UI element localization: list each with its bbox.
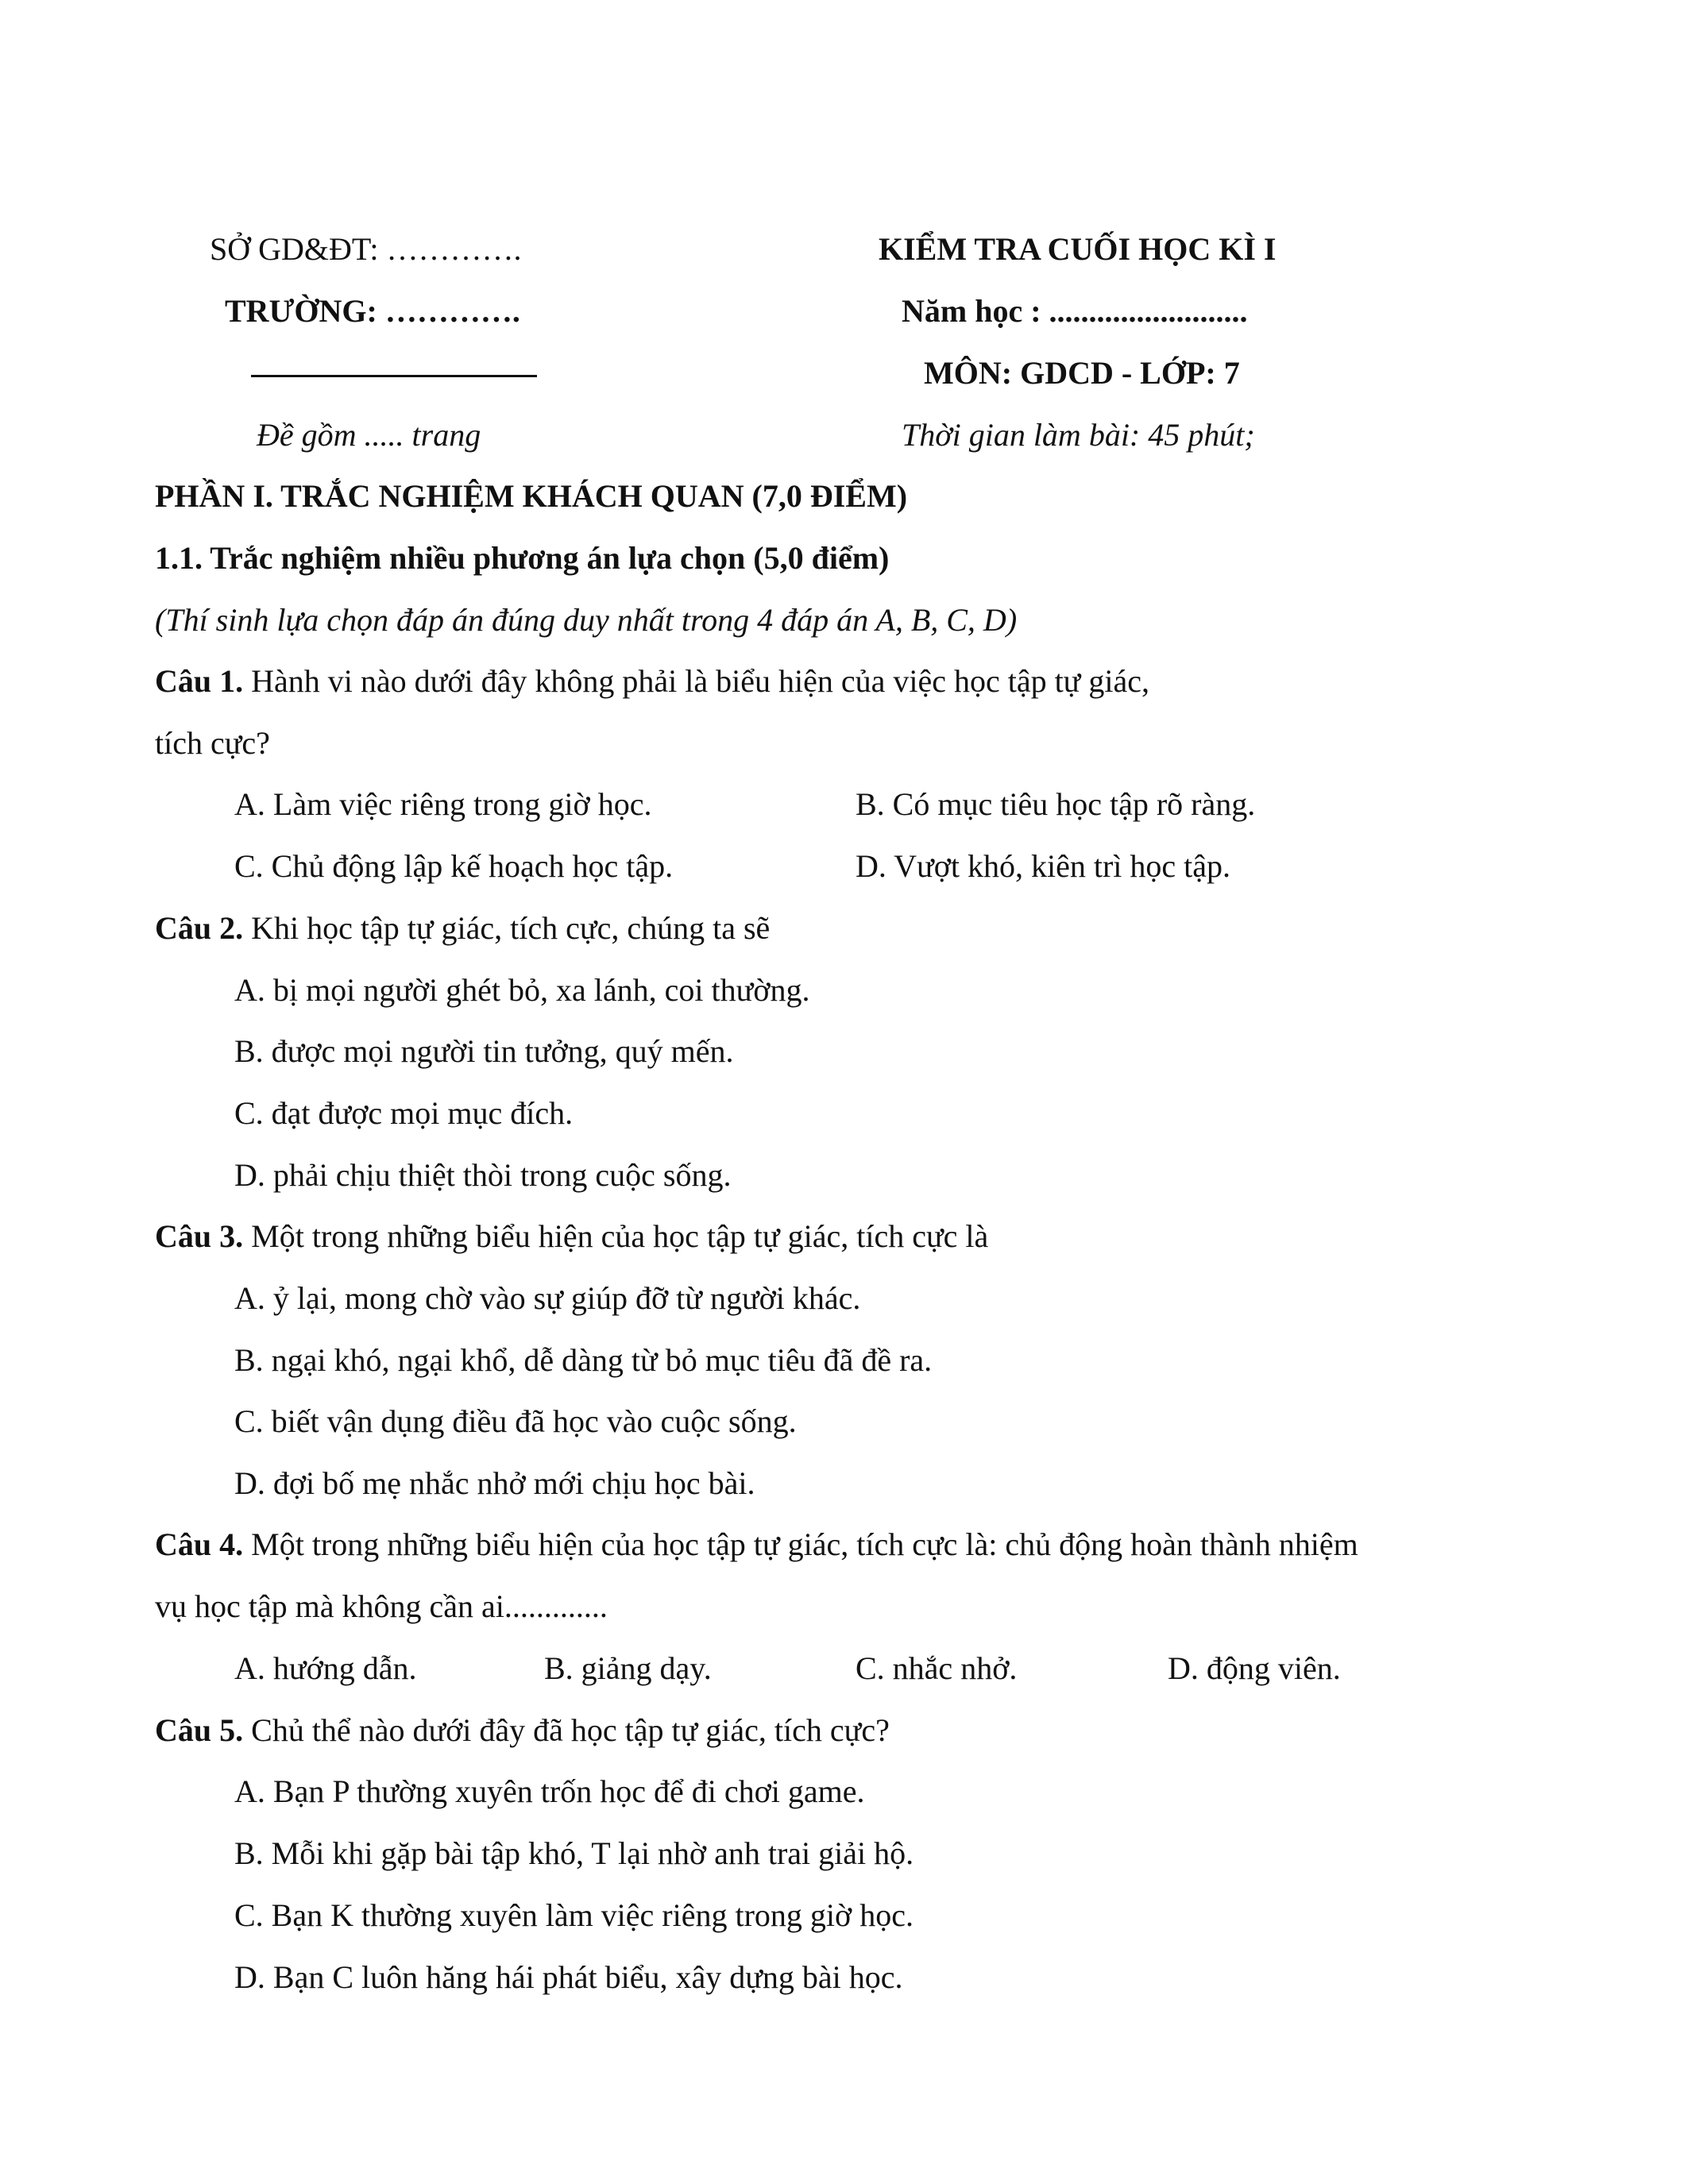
- question-text: Một trong những biểu hiện của học tập tự giác, tích cực là: chủ động hoàn thành nhiệm: [243, 1526, 1358, 1562]
- exam-title: KIỂM TRA CUỐI HỌC KÌ I: [879, 231, 1277, 267]
- question-2-option-b: B. được mọi người tin tưởng, quý mến.: [234, 1033, 734, 1069]
- question-3-option-c: C. biết vận dụng điều đã học vào cuộc sống.: [234, 1403, 797, 1439]
- question-1: [155, 663, 1149, 699]
- question-3-option-b: B. ngại khó, ngại khổ, dễ dàng từ bỏ mục tiêu đã đề ra.: [234, 1342, 933, 1378]
- header-divider: [251, 375, 537, 377]
- question-4: [155, 1526, 1358, 1562]
- question-label: Câu 1.: [155, 663, 244, 699]
- question-2-option-a: A. bị mọi người ghét bỏ, xa lánh, coi thường.: [234, 972, 810, 1008]
- question-1-option-c: C. Chủ động lập kế hoạch học tập.: [234, 848, 674, 884]
- question-3-option-a: A. ỷ lại, mong chờ vào sự giúp đỡ từ người khác.: [234, 1280, 861, 1316]
- part1-title: PHẦN I. TRẮC NGHIỆM KHÁCH QUAN (7,0 ĐIỂM): [155, 478, 908, 514]
- question-text: Khi học tập tự giác, tích cực, chúng ta sẽ: [243, 910, 771, 946]
- part1-instruction: (Thí sinh lựa chọn đáp án đúng duy nhất trong 4 đáp án A, B, C, D): [155, 602, 1018, 638]
- question-5-option-b: B. Mỗi khi gặp bài tập khó, T lại nhờ anh trai giải hộ.: [234, 1835, 914, 1871]
- page-count-line: Đề gồm ..... trang: [257, 417, 481, 453]
- question-text: Hành vi nào dưới đây không phải là biểu hiện của việc học tập tự giác,: [243, 663, 1149, 699]
- question-2-option-c: C. đạt được mọi mục đích.: [234, 1095, 574, 1131]
- question-5-option-a: A. Bạn P thường xuyên trốn học để đi chơi game.: [234, 1773, 865, 1809]
- question-label: Câu 4.: [155, 1526, 244, 1562]
- question-4-option-d: D. động viên.: [1168, 1650, 1341, 1686]
- question-4-continuation: vụ học tập mà không cần ai.............: [155, 1588, 608, 1624]
- question-label: Câu 3.: [155, 1218, 244, 1254]
- question-4-option-b: B. giảng dạy.: [544, 1650, 712, 1686]
- question-label: Câu 2.: [155, 910, 244, 946]
- question-1-option-a: A. Làm việc riêng trong giờ học.: [234, 786, 652, 822]
- question-5: [155, 1712, 890, 1748]
- question-5-option-c: C. Bạn K thường xuyên làm việc riêng trong giờ học.: [234, 1897, 914, 1933]
- question-4-option-a: A. hướng dẫn.: [234, 1650, 417, 1686]
- question-1-continuation: tích cực?: [155, 725, 270, 761]
- question-1-option-b: B. Có mục tiêu học tập rõ ràng.: [856, 786, 1256, 822]
- subject-line: MÔN: GDCD - LỚP: 7: [924, 355, 1240, 391]
- question-text: Chủ thể nào dưới đây đã học tập tự giác, tích cực?: [243, 1712, 890, 1748]
- question-label: Câu 5.: [155, 1712, 244, 1748]
- question-text: Một trong những biểu hiện của học tập tự giác, tích cực là: [243, 1218, 989, 1254]
- time-limit-line: Thời gian làm bài: 45 phút;: [902, 417, 1255, 453]
- school-line: TRƯỜNG: ………….: [225, 293, 520, 329]
- part1-subtitle: 1.1. Trắc nghiệm nhiều phương án lựa chọn (5,0 điểm): [155, 540, 890, 576]
- school-year-line: Năm học : .........................: [902, 293, 1248, 329]
- question-3-option-d: D. đợi bố mẹ nhắc nhở mới chịu học bài.: [234, 1465, 755, 1501]
- question-4-option-c: C. nhắc nhở.: [856, 1650, 1018, 1686]
- question-2-option-d: D. phải chịu thiệt thòi trong cuộc sống.: [234, 1157, 732, 1193]
- question-2: [155, 910, 771, 946]
- question-3: [155, 1218, 989, 1254]
- question-5-option-d: D. Bạn C luôn hăng hái phát biểu, xây dựng bài học.: [234, 1959, 903, 1995]
- department-line: SỞ GD&ĐT: ………….: [210, 231, 522, 267]
- question-1-option-d: D. Vượt khó, kiên trì học tập.: [856, 848, 1231, 884]
